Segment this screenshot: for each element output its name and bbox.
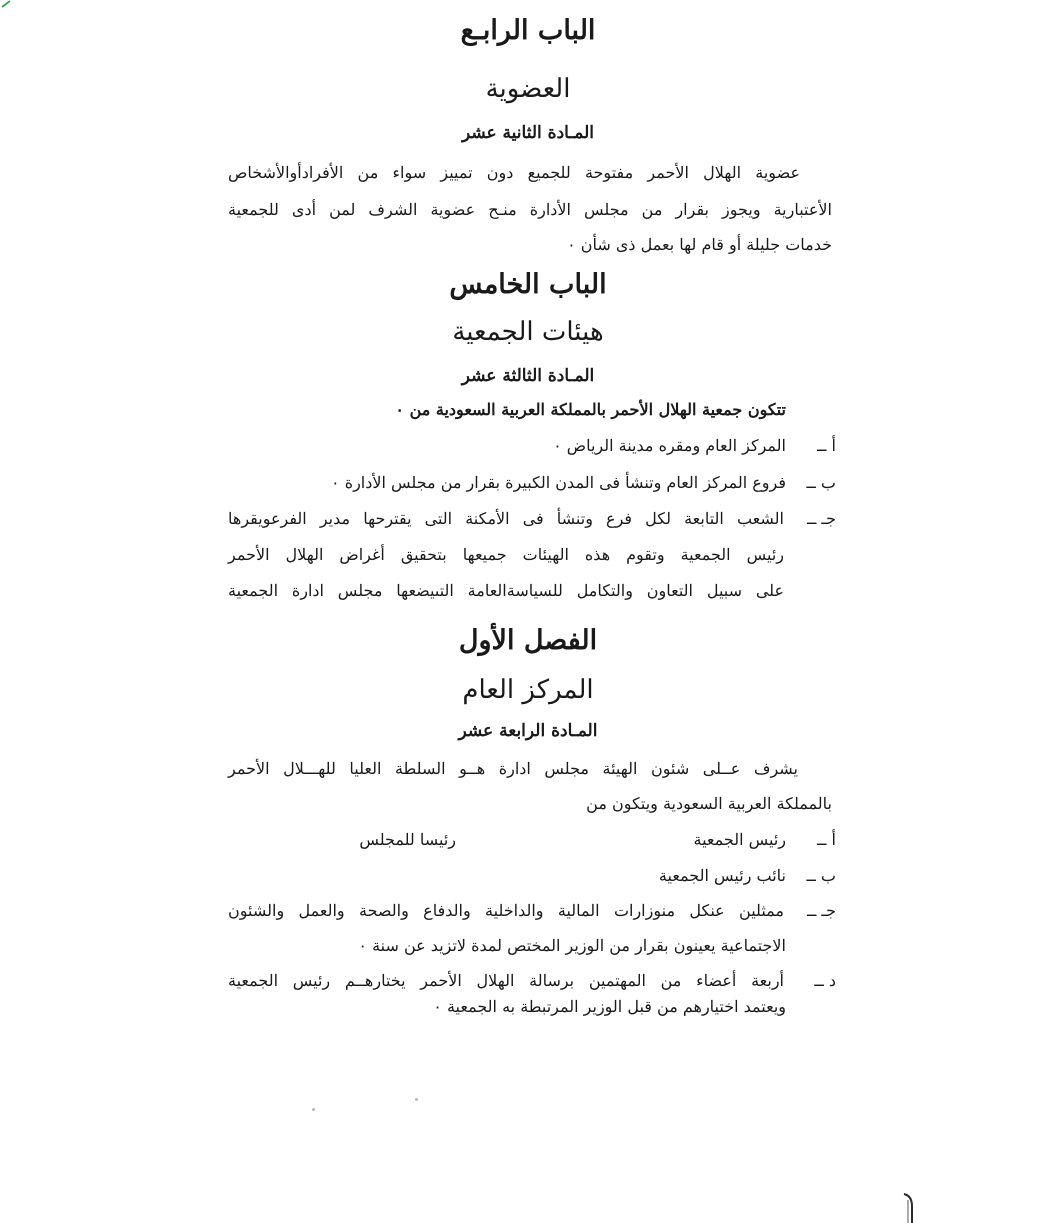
article-twelve-heading: المـادة الثانية عشر	[461, 123, 595, 143]
member-d-marker: د ــ	[814, 971, 836, 990]
item-c-marker: جـ ــ	[806, 509, 836, 528]
article-twelve-line-1: عضوية الهلال الأحمر مفتوحة للجميع دون تمييز سواء من الأفرادأوالأشخاص	[228, 163, 800, 182]
member-c-continuation: الاجتماعية يعينون بقرار من الوزير المختص لمدة لاتزيد عن سنة ٠	[358, 936, 786, 955]
chapter-five-title: الباب الخامس	[449, 269, 607, 300]
chapter-five-subtitle: هيئات الجمعية	[452, 317, 604, 347]
page-edge-mark-icon	[900, 1192, 918, 1223]
item-a-marker: أ ــ	[817, 436, 836, 455]
item-c-continuation-1: رئيس الجمعية وتقوم هذه الهيئات جميعها بتحقيق أغراض الهلال الأحمر	[228, 545, 784, 564]
item-a-text: المركز العام ومقره مدينة الرياض ٠	[553, 436, 786, 455]
member-a-text: رئيس الجمعية	[693, 830, 786, 849]
member-a-role: رئيسا للمجلس	[359, 830, 456, 849]
article-thirteen-heading: المـادة الثالثة عشر	[461, 366, 595, 386]
section-one-subtitle: المركز العام	[462, 675, 594, 705]
member-b-text: نائب رئيس الجمعية	[658, 866, 786, 885]
chapter-four-title: الباب الرابـع	[460, 15, 596, 46]
article-twelve-line-2: الأعتبارية ويجوز بقرار من مجلس الأدارة منـح عضوية الشرف لمن أدى للجمعية	[228, 200, 833, 219]
corner-mark-icon	[0, 0, 14, 8]
item-b-text: فروع المركز العام وتنشأ فى المدن الكبيرة بقرار من مجلس الأدارة ٠	[331, 473, 786, 492]
item-b-marker: ب ــ	[806, 473, 836, 492]
article-fourteen-line-2: بالمملكة العربية السعودية ويتكون من	[586, 794, 832, 813]
item-c-continuation-2: على سبيل التعاون والتكامل للسياسةالعامة التىيضعها مجلس ادارة الجمعية	[228, 581, 784, 600]
section-one-title: الفصل الأول	[458, 625, 598, 656]
article-thirteen-intro: تتكون جمعية الهلال الأحمر بالمملكة العربية السعودية من ٠	[395, 400, 786, 419]
member-d-continuation: ويعتمد اختيارهم من قبل الوزير المرتبطة به الجمعية ٠	[433, 997, 786, 1016]
article-fourteen-heading: المـادة الرابعة عشر	[458, 721, 598, 741]
chapter-four-subtitle: العضوية	[485, 74, 571, 104]
member-c-marker: جـ ــ	[806, 901, 836, 920]
member-d-text: أربعة أعضاء من المهتمين برسالة الهلال الأحمر يختارهــم رئيس الجمعية	[228, 971, 784, 990]
item-c-text: الشعب التابعة لكل فرع وتنشأ فى الأمكنة التى يقترحها مدير الفرعويقرها	[228, 509, 784, 528]
scan-speck	[312, 1108, 315, 1111]
article-fourteen-line-1: يشرف عــلى شئون الهيئة مجلس ادارة هــو السلطة العليا للهـــلال الأحمر	[228, 759, 798, 778]
scan-speck	[415, 1098, 418, 1101]
member-a-marker: أ ــ	[817, 830, 836, 849]
member-c-text: ممثلين عنكل منوزارات المالية والداخلية والدفاع والصحة والعمل والشئون	[228, 901, 784, 920]
article-twelve-line-3: خدمات جليلة أو قام لها بعمل ذى شأن ٠	[567, 235, 832, 254]
member-b-marker: ب ــ	[806, 866, 836, 885]
